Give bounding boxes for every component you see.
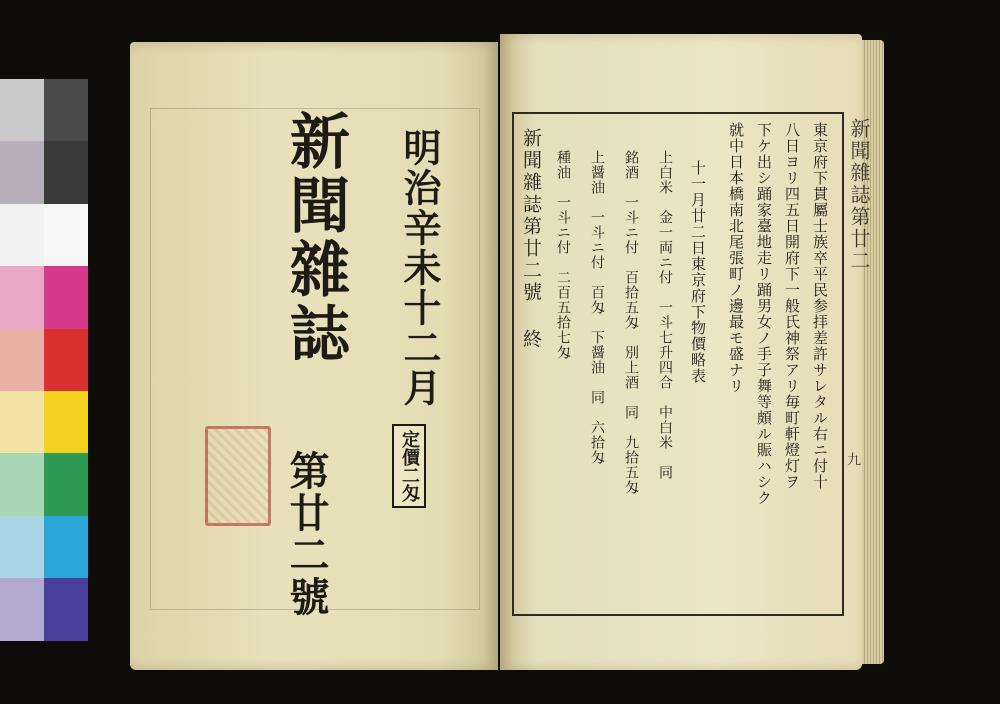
price-row: 上醤油 一斗ニ付 百匁 下醤油 同 六拾匁 [589, 150, 605, 465]
color-swatch [0, 266, 44, 328]
price-row: 銘酒 一斗ニ付 百拾五匁 別上酒 同 九拾五匁 [623, 150, 639, 495]
running-header: 新聞雜誌第廿二 [847, 118, 871, 272]
color-swatch [0, 204, 44, 266]
color-swatch [0, 141, 44, 203]
body-column: 東京府下貫屬士族卒平民参拝差許サレタル右ニ付十 [811, 122, 829, 490]
price-row: 種油 一斗ニ付 二百五拾七匁 [555, 150, 571, 360]
color-swatch [0, 79, 44, 141]
issue-date: 明治辛未十二月 [397, 128, 442, 408]
price-row: 上白米 金一両ニ付 一斗七升四合 中白米 同 [657, 150, 673, 480]
issue-end-mark: 新聞雜誌第廿二號 終 [520, 128, 542, 351]
color-swatch [44, 141, 88, 203]
red-seal-stamp [205, 426, 271, 526]
body-column: 八日ヨリ四五日開府下一般氏神祭アリ毎町軒燈灯ヲ [783, 122, 801, 490]
issue-number: 第廿二號 [283, 450, 330, 618]
color-swatch [0, 391, 44, 453]
price-table-title: 十一月廿二日東京府下物價略表 [689, 160, 707, 384]
color-swatch [44, 79, 88, 141]
color-swatch [44, 329, 88, 391]
color-swatch [0, 516, 44, 578]
color-swatch [44, 391, 88, 453]
color-swatch [0, 453, 44, 515]
magazine-title: 新聞雜誌 [280, 110, 350, 366]
body-column: 下ケ出シ踊家臺地走リ踊男女ノ手子舞等頗ル賑ハシク [755, 122, 773, 506]
body-column: 就中日本橋南北尾張町ノ邊最モ盛ナリ [727, 122, 745, 394]
color-swatch [44, 453, 88, 515]
color-swatch [44, 578, 88, 640]
color-swatch [44, 266, 88, 328]
color-swatch [44, 516, 88, 578]
color-swatch [0, 329, 44, 391]
color-calibration-strip [0, 79, 88, 641]
color-swatch [44, 204, 88, 266]
page-number: 九 [845, 452, 861, 466]
color-swatch [0, 578, 44, 640]
price-box: 定價二匁 [392, 424, 426, 508]
